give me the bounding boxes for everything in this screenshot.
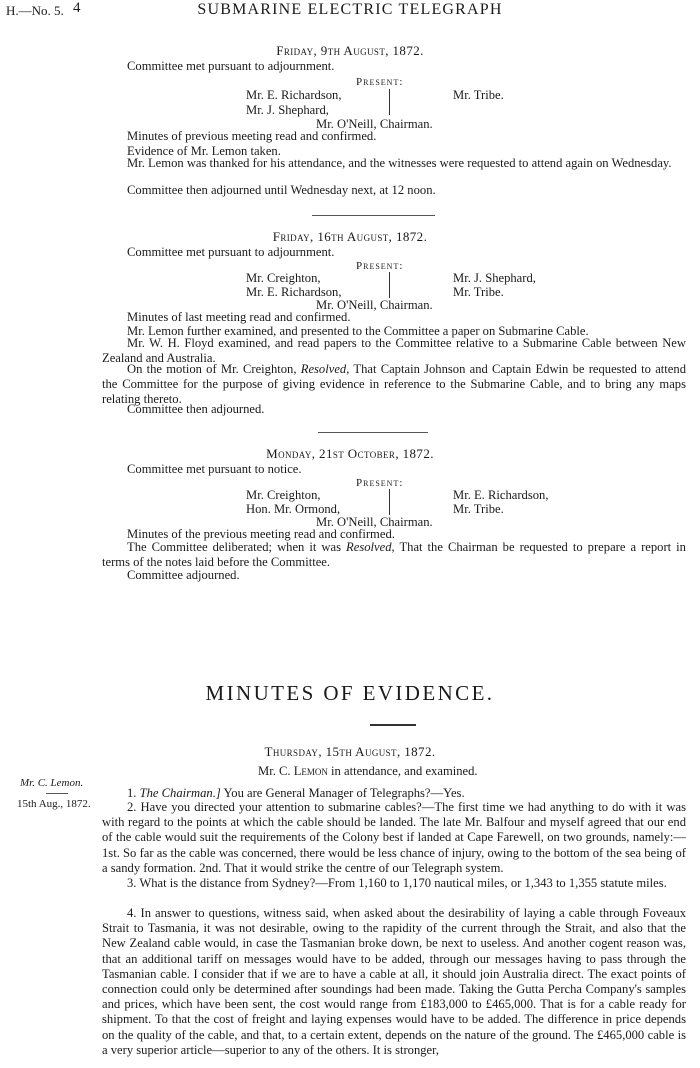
member-divider — [389, 272, 390, 298]
section-title: MINUTES OF EVIDENCE. — [205, 681, 495, 705]
witness-line: Mr. C. Lemon in attendance, and examined. — [258, 764, 478, 778]
evidence-date: Thursday, 15th August, 1872. — [264, 744, 436, 759]
meeting-opening: Committee met pursuant to adjournment. — [127, 59, 335, 73]
page-number: 4 — [73, 0, 81, 16]
minutes-paragraph: The Committee deliberated; when it was Resolved, That the Chairman be requested to prepare a report in terms of the notes laid before the Committee. — [102, 540, 686, 570]
question-4: 4. In answer to questions, witness said, when asked about the desirability of laying a cable through Foveaux Strait to Tasmania, it was not desirable, owing to the rapidity of the current through the Strait, and also that the New Zealand cable would, in case the Tasmanian broke down, be next to useless. And another cogent reason was, that an additional tariff on messages would have to be added, through our messages having to pass through the Tasmanian cable. I consider that if we are to have a cable at all, it should join Australia direct. The exact points of connection could only be determined after soundings had been made. Taking the Gutta Percha Company's samples and prices, which have been sent, the cost would range from £183,000 to £465,000. That is for a cable ready for shipment. To that the cost of freight and laying expenses would have to be added. The difference in price depends on the quality of the cable, and that, to a certain extent, depends on the nature of the ground. The £465,000 cable is a very superior article—superior to any of the others. It is stronger, — [102, 906, 686, 1057]
meeting-date: Friday, 16th August, 1872. — [272, 229, 428, 244]
minutes-paragraph: Minutes of the previous meeting read and confirmed. — [127, 527, 395, 541]
member-name: Mr. J. Shephard, — [453, 271, 536, 285]
minutes-paragraph: Mr. Lemon was thanked for his attendance, and the witnesses were requested to attend again on Wednesday. — [127, 156, 672, 170]
member-name: Mr. Creighton, — [246, 271, 321, 285]
member-name: Mr. Tribe. — [453, 88, 504, 102]
member-name: Mr. E. Richardson, — [453, 488, 549, 502]
member-name: Mr. E. Richardson, — [246, 88, 342, 102]
section-rule — [318, 432, 428, 433]
meeting-opening: Committee met pursuant to adjournment. — [127, 245, 335, 259]
minutes-paragraph: Minutes of last meeting read and confirmed. — [127, 310, 351, 324]
member-name: Mr. Tribe. — [453, 502, 504, 516]
chairman-line: Mr. O'Neill, Chairman. — [316, 515, 433, 529]
margin-witness: Mr. C. Lemon. — [20, 777, 84, 789]
member-name: Mr. Creighton, — [246, 488, 321, 502]
margin-date: 15th Aug., 1872. — [17, 798, 91, 810]
present-label: Present: — [356, 76, 404, 88]
minutes-paragraph: Committee then adjourned. — [127, 402, 265, 416]
running-title: SUBMARINE ELECTRIC TELEGRAPH — [197, 1, 503, 18]
margin-rule — [46, 793, 68, 794]
present-label: Present: — [356, 477, 404, 489]
meeting-opening: Committee met pursuant to notice. — [127, 462, 302, 476]
chairman-line: Mr. O'Neill, Chairman. — [316, 298, 433, 312]
question-speaker: The Chairman.] — [139, 786, 221, 800]
member-divider — [389, 489, 390, 515]
present-label: Present: — [356, 260, 404, 272]
member-name: Mr. J. Shephard, — [246, 103, 329, 117]
minutes-paragraph: Evidence of Mr. Lemon taken. — [127, 144, 281, 158]
member-divider — [389, 89, 390, 115]
paper-reference: H.—No. 5. — [6, 3, 64, 18]
chairman-line: Mr. O'Neill, Chairman. — [316, 117, 433, 131]
question-3: 3. What is the distance from Sydney?—From 1,160 to 1,170 nautical miles, or 1,343 to 1,355 statute miles. — [127, 876, 667, 890]
minutes-paragraph: Committee adjourned. — [127, 568, 240, 582]
question-2: 2. Have you directed your attention to submarine cables?—The first time we had anything to do with it was with regard to the points at which the cable should be landed. The late Mr. Balfour and myself agreed that our end of the cable would suit the requirements of the Colony best if landed at Cape Farewell, on two grounds, namely:—1st. So far as the cable was concerned, there would be less chance of injury, owing to the bottom of the sea being of a sandy formation. 2nd. That it would strike the centre of our Telegraph system. — [102, 800, 686, 875]
meeting-date: Monday, 21st October, 1872. — [266, 446, 434, 461]
minutes-paragraph: Minutes of previous meeting read and confirmed. — [127, 129, 377, 143]
member-name: Mr. E. Richardson, — [246, 285, 342, 299]
minutes-paragraph: Mr. Lemon further examined, and presented to the Committee a paper on Submarine Cable. — [127, 324, 589, 338]
minutes-paragraph: Committee then adjourned until Wednesday next, at 12 noon. — [127, 183, 436, 197]
section-rule — [312, 215, 435, 216]
meeting-date: Friday, 9th August, 1872. — [276, 43, 424, 58]
minutes-paragraph: On the motion of Mr. Creighton, Resolved, That Captain Johnson and Captain Edwin be requested to attend the Committee for the purpose of giving evidence in reference to the Submarine Cable, and to bring any maps relating thereto. — [102, 362, 686, 407]
member-name: Mr. Tribe. — [453, 285, 504, 299]
member-name: Hon. Mr. Ormond, — [246, 502, 341, 516]
question-1: 1. The Chairman.] You are General Manager of Telegraphs?—Yes. — [127, 786, 465, 800]
minutes-paragraph: Mr. W. H. Floyd examined, and read papers to the Committee relative to a Submarine Cable between New Zealand and Australia. — [102, 336, 686, 366]
title-rule — [370, 724, 416, 726]
